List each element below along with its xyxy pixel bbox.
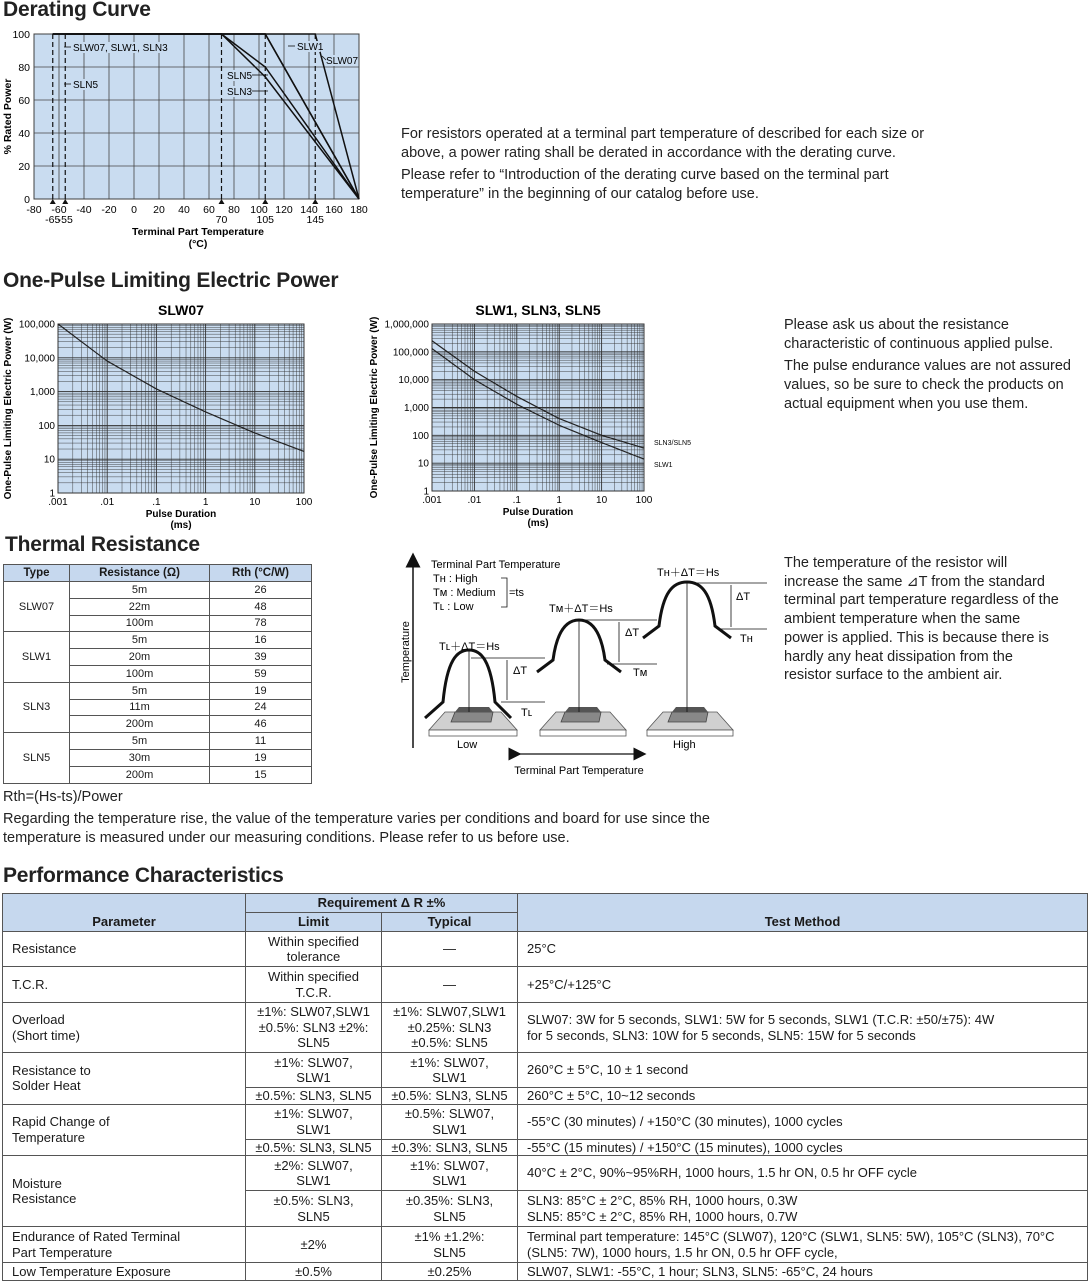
rth-cell: 46 [210,716,312,733]
resistance-cell: 30m [70,749,210,766]
limit-cell: ±1%: SLW07, SLW1 [246,1104,382,1139]
marker-arrow [62,199,68,204]
x-tick-label: 20 [153,204,165,216]
thermal-description: The temperature of the resistor will increase the same ⊿T from the standard terminal part temperature regardless of the ambient temperature when the same power is applied. This is because there is hardly any heat dissipation from the resistor surface to the ambient air. [784,555,1059,684]
marker-label: -55 [57,214,73,226]
resistance-cell: 200m [70,716,210,733]
x-tick-label: 1 [556,495,562,506]
x-tick-label: 40 [178,204,190,216]
high-label: High [673,739,696,751]
limit-cell: ±2%: SLW07, SLW1 [246,1156,382,1191]
y-tick-label: 20 [18,161,30,173]
y-tick-label: 0 [24,194,30,206]
rth-cell: 48 [210,598,312,615]
y-tick-label: 10,000 [398,375,429,387]
y-tick-label: 1 [423,486,429,498]
method-cell: Terminal part temperature: 145°C (SLW07), 120°C (SLW1, SLN5: 5W), 105°C (SLN3), 70°C (SLN5: 7W), 1000 hours, 1.5 hr ON, 0.5 hr OFF cycle, [518,1227,1088,1263]
y-axis-label: One-Pulse Limiting Electric Power (W) [369,316,380,499]
marker-arrow [262,199,268,204]
typical-cell: ±0.3%: SLN3, SLN5 [382,1139,518,1156]
x-tick-label: 0 [131,204,137,216]
th-limit: Limit [246,913,382,932]
method-cell: 25°C [518,932,1088,967]
type-cell: SLN3 [4,682,70,732]
pulse-chart-slw07 [0,298,330,534]
y-tick-label: 100 [412,430,429,442]
resistance-cell: 200m [70,766,210,783]
plot-area [58,324,304,493]
x-tick-label: 1 [202,497,209,508]
typical-cell: ±1%: SLW07, SLW1 [382,1053,518,1088]
y-tick-label: 100 [12,29,30,41]
rth-cell: 59 [210,665,312,682]
x-tick-label: 10 [596,495,608,506]
performance-heading: Performance Characteristics [3,864,284,887]
type-cell: SLW1 [4,632,70,682]
param-cell: Low Temperature Exposure [3,1263,246,1281]
x-tick-label: 120 [275,204,293,216]
series-annotation: SLW1 [297,42,324,53]
x-tick-label: .1 [512,495,521,506]
x-tick-label: 180 [350,204,368,216]
th-type: Type [4,565,70,582]
param-cell: Resistance [3,932,246,967]
th-requirement: Requirement Δ R ±% [246,894,518,913]
pulse-text-2: The pulse endurance values are not assured values, so be sure to check the products on actual equipment when you use them. [784,358,1071,412]
x-tick-label: 100 [250,204,268,216]
marker-arrow [312,199,318,204]
y-axis-label: One-Pulse Limiting Electric Power (W) [3,317,14,500]
rth-cell: 26 [210,582,312,599]
x-tick-label: 100 [635,495,653,506]
y-axis-label: % Rated Power [2,78,14,155]
terminal-axis-label: Terminal Part Temperature [514,765,644,777]
y-tick-label: 80 [18,62,30,74]
derating-chart [0,22,380,252]
y-tick-label: 10,000 [24,353,55,365]
table-row [4,632,312,649]
delta-low: ΔT [513,665,528,677]
typical-cell: — [382,967,518,1003]
thermal-diagram [395,552,775,784]
y-tick-label: 60 [18,95,30,107]
param-cell: Endurance of Rated Terminal Part Temperature [3,1227,246,1263]
rth-cell: 24 [210,699,312,716]
temperature-axis-label: Temperature [400,621,412,683]
type-cell: SLN5 [4,733,70,783]
rth-cell: 16 [210,632,312,649]
limit-cell: ±0.5% [246,1263,382,1281]
marker-arrow [219,199,225,204]
th-label: Tʜ [740,633,753,645]
x-tick-label: .001 [48,497,68,508]
typical-cell: ±0.35%: SLN3, SLN5 [382,1191,518,1227]
typical-cell: ±0.5%: SLN3, SLN5 [382,1088,518,1105]
rth-cell: 11 [210,733,312,750]
thermal-resistance-table [3,564,312,784]
x-tick-label: 140 [300,204,318,216]
rth-cell: 19 [210,749,312,766]
performance-table [2,893,1088,1281]
rth-note: Regarding the temperature rise, the value of the temperature varies per conditions and board for use since the temperature is measured under our measuring conditions. Please refer to us before use. [3,811,710,846]
x-tick-label: 60 [203,204,215,216]
resistance-cell: 100m [70,615,210,632]
low-label: Low [457,739,478,751]
x-axis-unit: (°C) [188,238,208,250]
method-cell: 260°C ± 5°C, 10 ± 1 second [518,1053,1088,1088]
x-tick-label: -40 [76,204,92,216]
resistance-cell: 5m [70,632,210,649]
x-tick-label: .001 [422,495,442,506]
delta-high: ΔT [736,591,751,603]
table-row [3,932,1088,967]
y-tick-label: 1,000 [403,403,429,414]
limit-cell: Within specified tolerance [246,932,382,967]
table-row [3,1263,1088,1281]
y-tick-label: 100,000 [18,319,55,331]
table-row [4,682,312,699]
chart-title: SLW07 [158,302,204,318]
table-row [3,1104,1088,1139]
rth-formula: Rth=(Hs-ts)/Power [3,789,123,805]
legend-title: Terminal Part Temperature [431,559,561,571]
series-label: SLN3/SLN5 [654,440,691,448]
x-tick-label: -80 [26,204,42,216]
rth-cell: 39 [210,649,312,666]
pulse-chart-slw1-sln3-sln5 [366,298,706,534]
resistor-medium [540,707,626,736]
x-axis-label: Terminal Part Temperature [131,226,265,238]
resistor-high [647,707,733,736]
param-cell: T.C.R. [3,967,246,1003]
series-annotation: SLW07, SLW1, SLN3 [73,43,168,54]
rth-cell: 78 [210,615,312,632]
plot-area [34,34,359,199]
method-cell: 260°C ± 5°C, 10~12 seconds [518,1088,1088,1105]
marker-label: 105 [256,214,275,226]
y-tick-label: 100 [38,420,55,432]
th-parameter: Parameter [3,894,246,932]
table-row [4,582,312,599]
type-cell: SLW07 [4,582,70,632]
limit-cell: ±0.5%: SLN3, SLN5 [246,1139,382,1156]
limit-cell: ±1%: SLW07, SLW1 [246,1053,382,1088]
resistance-cell: 22m [70,598,210,615]
typical-cell: ±1%: SLW07,SLW1 ±0.25%: SLN3 ±0.5%: SLN5 [382,1003,518,1053]
marker-label: 145 [306,214,325,226]
rth-cell: 19 [210,682,312,699]
th-resistance: Resistance (Ω) [70,565,210,582]
pulse-text-1: Please ask us about the resistance characteristic of continuous applied pulse. [784,317,1054,352]
th-rth: Rth (°C/W) [210,565,312,582]
chart-title: SLW1, SLN3, SLN5 [475,302,601,318]
x-axis-unit: (ms) [527,518,549,529]
y-tick-label: 10 [43,454,55,466]
limit-cell: ±0.5%: SLN3, SLN5 [246,1088,382,1105]
series-annotation: SLN3 [227,87,253,98]
derating-text-1: For resistors operated at a terminal part temperature of described for each size or above, a power rating shall be derated in accordance with the derating curve. [401,126,925,161]
legend-low: Tʟ : Low [433,601,474,613]
legend-ts: =ts [509,587,524,599]
delta-medium: ΔT [625,627,640,639]
x-tick-label: 160 [325,204,343,216]
method-cell: -55°C (30 minutes) / +150°C (30 minutes), 1000 cycles [518,1104,1088,1139]
x-tick-label: .1 [152,497,161,508]
x-tick-label: 100 [295,497,313,508]
table-row [3,1227,1088,1263]
x-tick-label: -60 [51,204,67,216]
th-test-method: Test Method [518,894,1088,932]
param-cell: Resistance to Solder Heat [3,1053,246,1105]
resistance-cell: 5m [70,582,210,599]
marker-arrow [50,199,56,204]
param-cell: Moisture Resistance [3,1156,246,1227]
series-annotation: SLN5 [73,80,99,91]
series-label: SLW1 [654,462,673,470]
typical-cell: ±1% ±1.2%: SLN5 [382,1227,518,1263]
th-typical: Typical [382,913,518,932]
x-axis-unit: (ms) [170,520,192,531]
derating-text-2: Please refer to “Introduction of the derating curve based on the terminal part temperature” in the beginning of our catalog before use. [401,167,889,202]
typical-cell: ±1%: SLW07, SLW1 [382,1156,518,1191]
x-tick-label: -20 [101,204,117,216]
marker-label: -65 [45,214,61,226]
legend-high: Tʜ : High [433,573,478,585]
table-row [3,967,1088,1003]
eq-medium: Tᴍ＋ΔT＝Hs [549,603,613,615]
typical-cell: ±0.5%: SLW07, SLW1 [382,1104,518,1139]
tm-label: Tᴍ [633,667,648,679]
table-row [3,1053,1088,1088]
y-tick-label: 40 [18,128,30,140]
x-tick-label: .01 [467,495,482,506]
eq-low: Tʟ＋ΔT＝Hs [439,641,500,653]
limit-cell: Within specified T.C.R. [246,967,382,1003]
method-cell: SLW07, SLW1: -55°C, 1 hour; SLN3, SLN5: -65°C, 24 hours [518,1263,1088,1281]
limit-cell: ±2% [246,1227,382,1263]
derating-heading: Derating Curve [3,0,151,21]
y-tick-label: 10 [417,458,429,470]
y-tick-label: 1 [49,488,55,500]
eq-high: Tʜ＋ΔT＝Hs [657,567,720,579]
param-cell: Overload (Short time) [3,1003,246,1053]
table-row [4,733,312,750]
rth-cell: 15 [210,766,312,783]
series-annotation: SLW07 [326,56,359,67]
x-tick-label: 80 [228,204,240,216]
resistance-cell: 100m [70,665,210,682]
legend-medium: Tᴍ : Medium [433,587,496,599]
x-axis-label: Pulse Duration [145,509,217,520]
pulse-heading: One-Pulse Limiting Electric Power [3,269,339,292]
method-cell: SLW07: 3W for 5 seconds, SLW1: 5W for 5 seconds, SLW1 (T.C.R: ±50/±75): 4W for 5 seconds, SLN3: 10W for 5 seconds, SLN5: 15W for 5 seconds [518,1003,1088,1053]
series-annotation: SLN5 [227,71,253,82]
derating-description [401,125,961,207]
pulse-description [784,316,1074,417]
y-tick-label: 1,000 [29,387,55,399]
typical-cell: — [382,932,518,967]
x-tick-label: 10 [249,497,261,508]
resistance-cell: 20m [70,649,210,666]
limit-cell: ±0.5%: SLN3, SLN5 [246,1191,382,1227]
method-cell: 40°C ± 2°C, 90%~95%RH, 1000 hours, 1.5 hr ON, 0.5 hr OFF cycle [518,1156,1088,1191]
method-cell: +25°C/+125°C [518,967,1088,1003]
table-row [3,1156,1088,1191]
x-axis-label: Pulse Duration [502,507,574,518]
table-row [3,1003,1088,1053]
marker-label: 70 [215,214,228,226]
resistance-cell: 5m [70,682,210,699]
thermal-heading: Thermal Resistance [5,533,200,556]
resistance-cell: 5m [70,733,210,750]
typical-cell: ±0.25% [382,1263,518,1281]
method-cell: SLN3: 85°C ± 2°C, 85% RH, 1000 hours, 0.3W SLN5: 85°C ± 2°C, 85% RH, 1000 hours, 0.7W [518,1191,1088,1227]
y-tick-label: 100,000 [392,347,429,359]
param-cell: Rapid Change of Temperature [3,1104,246,1156]
x-tick-label: .01 [100,497,115,508]
resistance-cell: 11m [70,699,210,716]
method-cell: -55°C (15 minutes) / +150°C (15 minutes), 1000 cycles [518,1139,1088,1156]
limit-cell: ±1%: SLW07,SLW1 ±0.5%: SLN3 ±2%: SLN5 [246,1003,382,1053]
tl-label: Tʟ [521,707,533,719]
y-tick-label: 1,000,000 [384,319,429,331]
